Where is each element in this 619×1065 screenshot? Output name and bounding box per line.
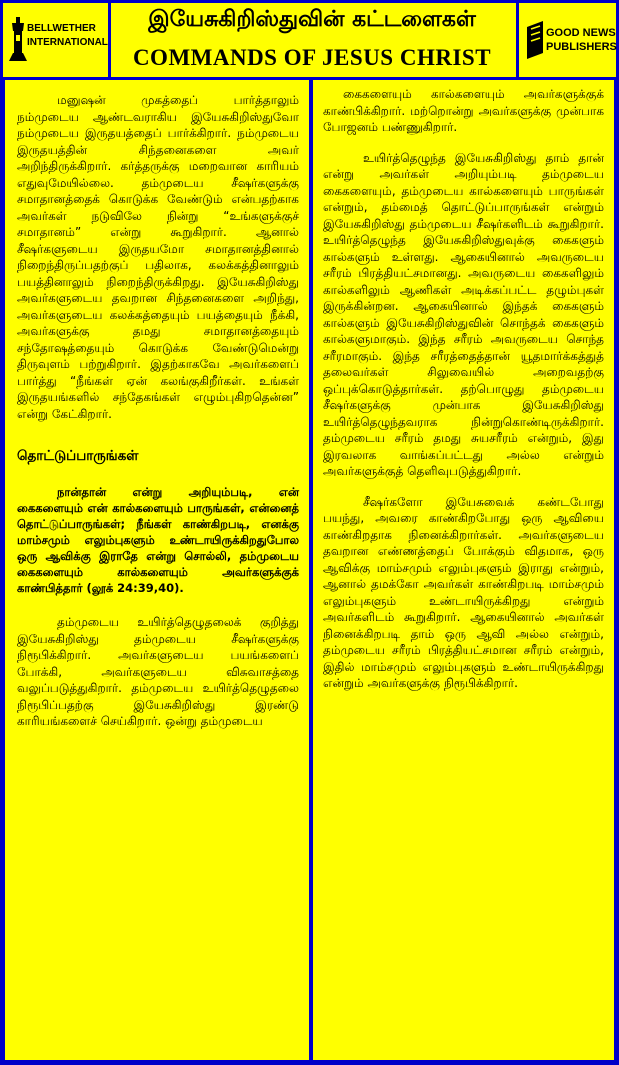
publisher-left-line-1: BELLWETHER bbox=[27, 23, 96, 34]
left-column bbox=[5, 80, 309, 1060]
closing-paragraph: தம்முடைய உயிர்த்தெழுதலைக் குறித்து இயேசுகிறிஸ்து தம்முடைய சீஷர்களுக்கு நிரூபிக்கிறார். அவர்களுடைய பயங்களைப் போக்கி, அவர்களுடைய விசுவாசத்தை வலுப்படுத்துகிறார். தம்முடைய உயிர்த்தெழுதலை நிரூபிப்பதற்கு இயேசுகிறிஸ்து இரண்டு காரியங்களைச் செய்கிறார். ஒன்று தம்முடைய bbox=[17, 615, 299, 728]
scripture-verse: நான்தான் என்று அறியும்படி, என் கைகளையும் என் கால்களையும் பாருங்கள், என்னைத் தொட்டுப்பாருங்கள்; நீங்கள் காண்கிறபடி, எனக்கு மாம்சமும் எலும்புகளும் உண்டாயிருக்கிறதுபோல ஒரு ஆவிக்கு இராதே என்று சொல்லி, தம்முடைய கைகளையும் கால்களையும் அவர்களுக்குக் காண்பித்தார் (லூக் 24:39,40). bbox=[17, 485, 299, 595]
continuation-paragraph: கைகளையும் கால்களையும் அவர்களுக்குக் காண்பிக்கிறார். மற்றொன்று அவர்களுக்கு முன்பாக போஜனம் பண்ணுகிறார். bbox=[323, 87, 604, 134]
publisher-left-line-2: INTERNATIONAL bbox=[27, 37, 108, 48]
publisher-right-logo bbox=[519, 3, 616, 77]
publisher-left-logo bbox=[3, 3, 111, 77]
title-box bbox=[111, 3, 519, 77]
title-tamil: இயேசுகிறிஸ்துவின் கட்டளைகள் bbox=[148, 7, 476, 32]
right-column bbox=[313, 80, 614, 1060]
page-header bbox=[0, 0, 619, 80]
section-heading: தொட்டுப்பாருங்கள் bbox=[17, 448, 139, 464]
body-paragraph-2: உயிர்த்தெழுந்த இயேசுகிறிஸ்து தாம் தான் என்று அவர்கள் அறியும்படி தம்முடைய கைகளையும், தம்முடைய கால்களையும் பாருங்கள் என்றும், தம்மைத் தொட்டுப்பாருங்கள் என்றும் இயேசுகிறிஸ்து தம்முடைய சீஷர்களிடம் கூறுகிறார். உயிர்த்தெழுந்த இயேசுகிறிஸ்துவுக்கு கைகளும் கால்களும் உள்ளது. ஆகையினால் அவருடைய சரீரம் பிரத்தியட்சமானது. அவருடைய கைகளிலும் கால்களிலும் ஆணிகள் அடிக்கப்பட்ட தழும்புகள் இருக்கின்றன. ஆகையினால் இந்தக் கைகளும் கால்களும் இயேசுகிறிஸ்துவின் சொந்தக் கைகளும் கால்களுமாகும். இந்த சரீரம் அவருடைய சொந்த சரீரமாகும். இந்த சரீரத்தைத்தான் யூதமார்க்கத்துத் தலைவர்கள் சிலுவையில் அறைவதற்கு ஒப்புக்கொடுத்தார்கள். தற்பொழுது தம்முடைய சீஷர்களுக்கு முன்பாக இயேசுகிறிஸ்து உயிர்த்தெழுந்தவராக நின்றுகொண்டிருக்கிறார். தம்முடைய சரீரம் தமது சுயசரீரம் என்றும், இது இரவலாக வாங்கப்பட்டது அல்ல என்றும் அவர்களுக்குத் தெளிவுபடுத்துகிறார். bbox=[323, 150, 604, 478]
book-logo-icon bbox=[525, 17, 545, 61]
publisher-right-line-2: PUBLISHERS bbox=[546, 41, 617, 53]
publisher-right-line-1: GOOD NEWS bbox=[546, 27, 616, 39]
intro-paragraph: மனுஷன் முகத்தைப் பார்த்தாலும் நம்முடைய ஆண்டவராகிய இயேசுகிறிஸ்துவோ நம்முடைய இருதயத்தைப் பார்க்கிறார். நம்முடைய இருதயத்தின் சிந்தனைகளை அவர் அறிந்திருக்கிறார். கர்த்தருக்கு மறைவான காரியம் எதுவுமேயில்லை. தம்முடைய சீஷர்களுக்கு சமாதானத்தைக் கொடுக்க வேண்டும் என்பதற்காக அவர்கள் நடுவிலே நின்று “உங்களுக்குச் சமாதானம்” என்று கூறுகிறார். ஆனால் சீஷர்களுடைய இருதயமோ சமாதானத்தினால் நிறைந்திருப்பதற்குப் பதிலாக, கலக்கத்தினாலும் பயத்தினாலும் நிறைந்திருக்கிறது. இயேசுகிறிஸ்து அவர்களுடைய தவறான சிந்தனைகளை அறிந்து, அவர்களுடைய கலக்கத்தையும் பயத்தையும் நீக்கி, அவர்களுக்கு தமது சமாதானத்தையும் சந்தோஷத்தையும் கொடுக்க வேண்டுமென்று திருவுளம் பற்றுகிறார். இதற்காகவே அவர்களைப் பார்த்து “நீங்கள் ஏன் கலங்குகிறீர்கள். உங்கள் இருதயங்களில் சந்தேகங்கள் எழும்புகிறதென்ன” என்று கேட்கிறார். bbox=[17, 93, 299, 421]
body-paragraph-3: சீஷர்களோ இயேசுவைக் கண்டபோது பயந்து, அவரை காண்கிறபோது ஒரு ஆவியை காண்கிறதாக நினைக்கிறார்கள். அவர்களுடைய தவறான எண்ணத்தைப் போக்கும் விதமாக, ஒரு ஆவிக்கு மாம்சமும் எலும்புகளும் இராது என்றும், ஆனால் தமக்கோ அவர்கள் காண்கிறபடி மாம்சமும் எலும்புகளும் உண்டாயிருக்கிறது என்றும் அவர்களிடம் கூறுகிறார். ஆகையினால் அவர்கள் நினைக்கிறபடி தாம் ஒரு ஆவி அல்ல என்றும், தம்முடைய சரீரம் பிரத்தியட்சமான சரீரம் என்றும், இதில் மாம்சமும் எலும்புகளும் உண்டாயிருக்கிறது என்றும் அவர்களுக்கு நிரூபிக்கிறார். bbox=[323, 494, 604, 690]
bell-tower-logo-icon bbox=[9, 17, 27, 61]
title-english: COMMANDS OF JESUS CHRIST bbox=[132, 45, 492, 70]
